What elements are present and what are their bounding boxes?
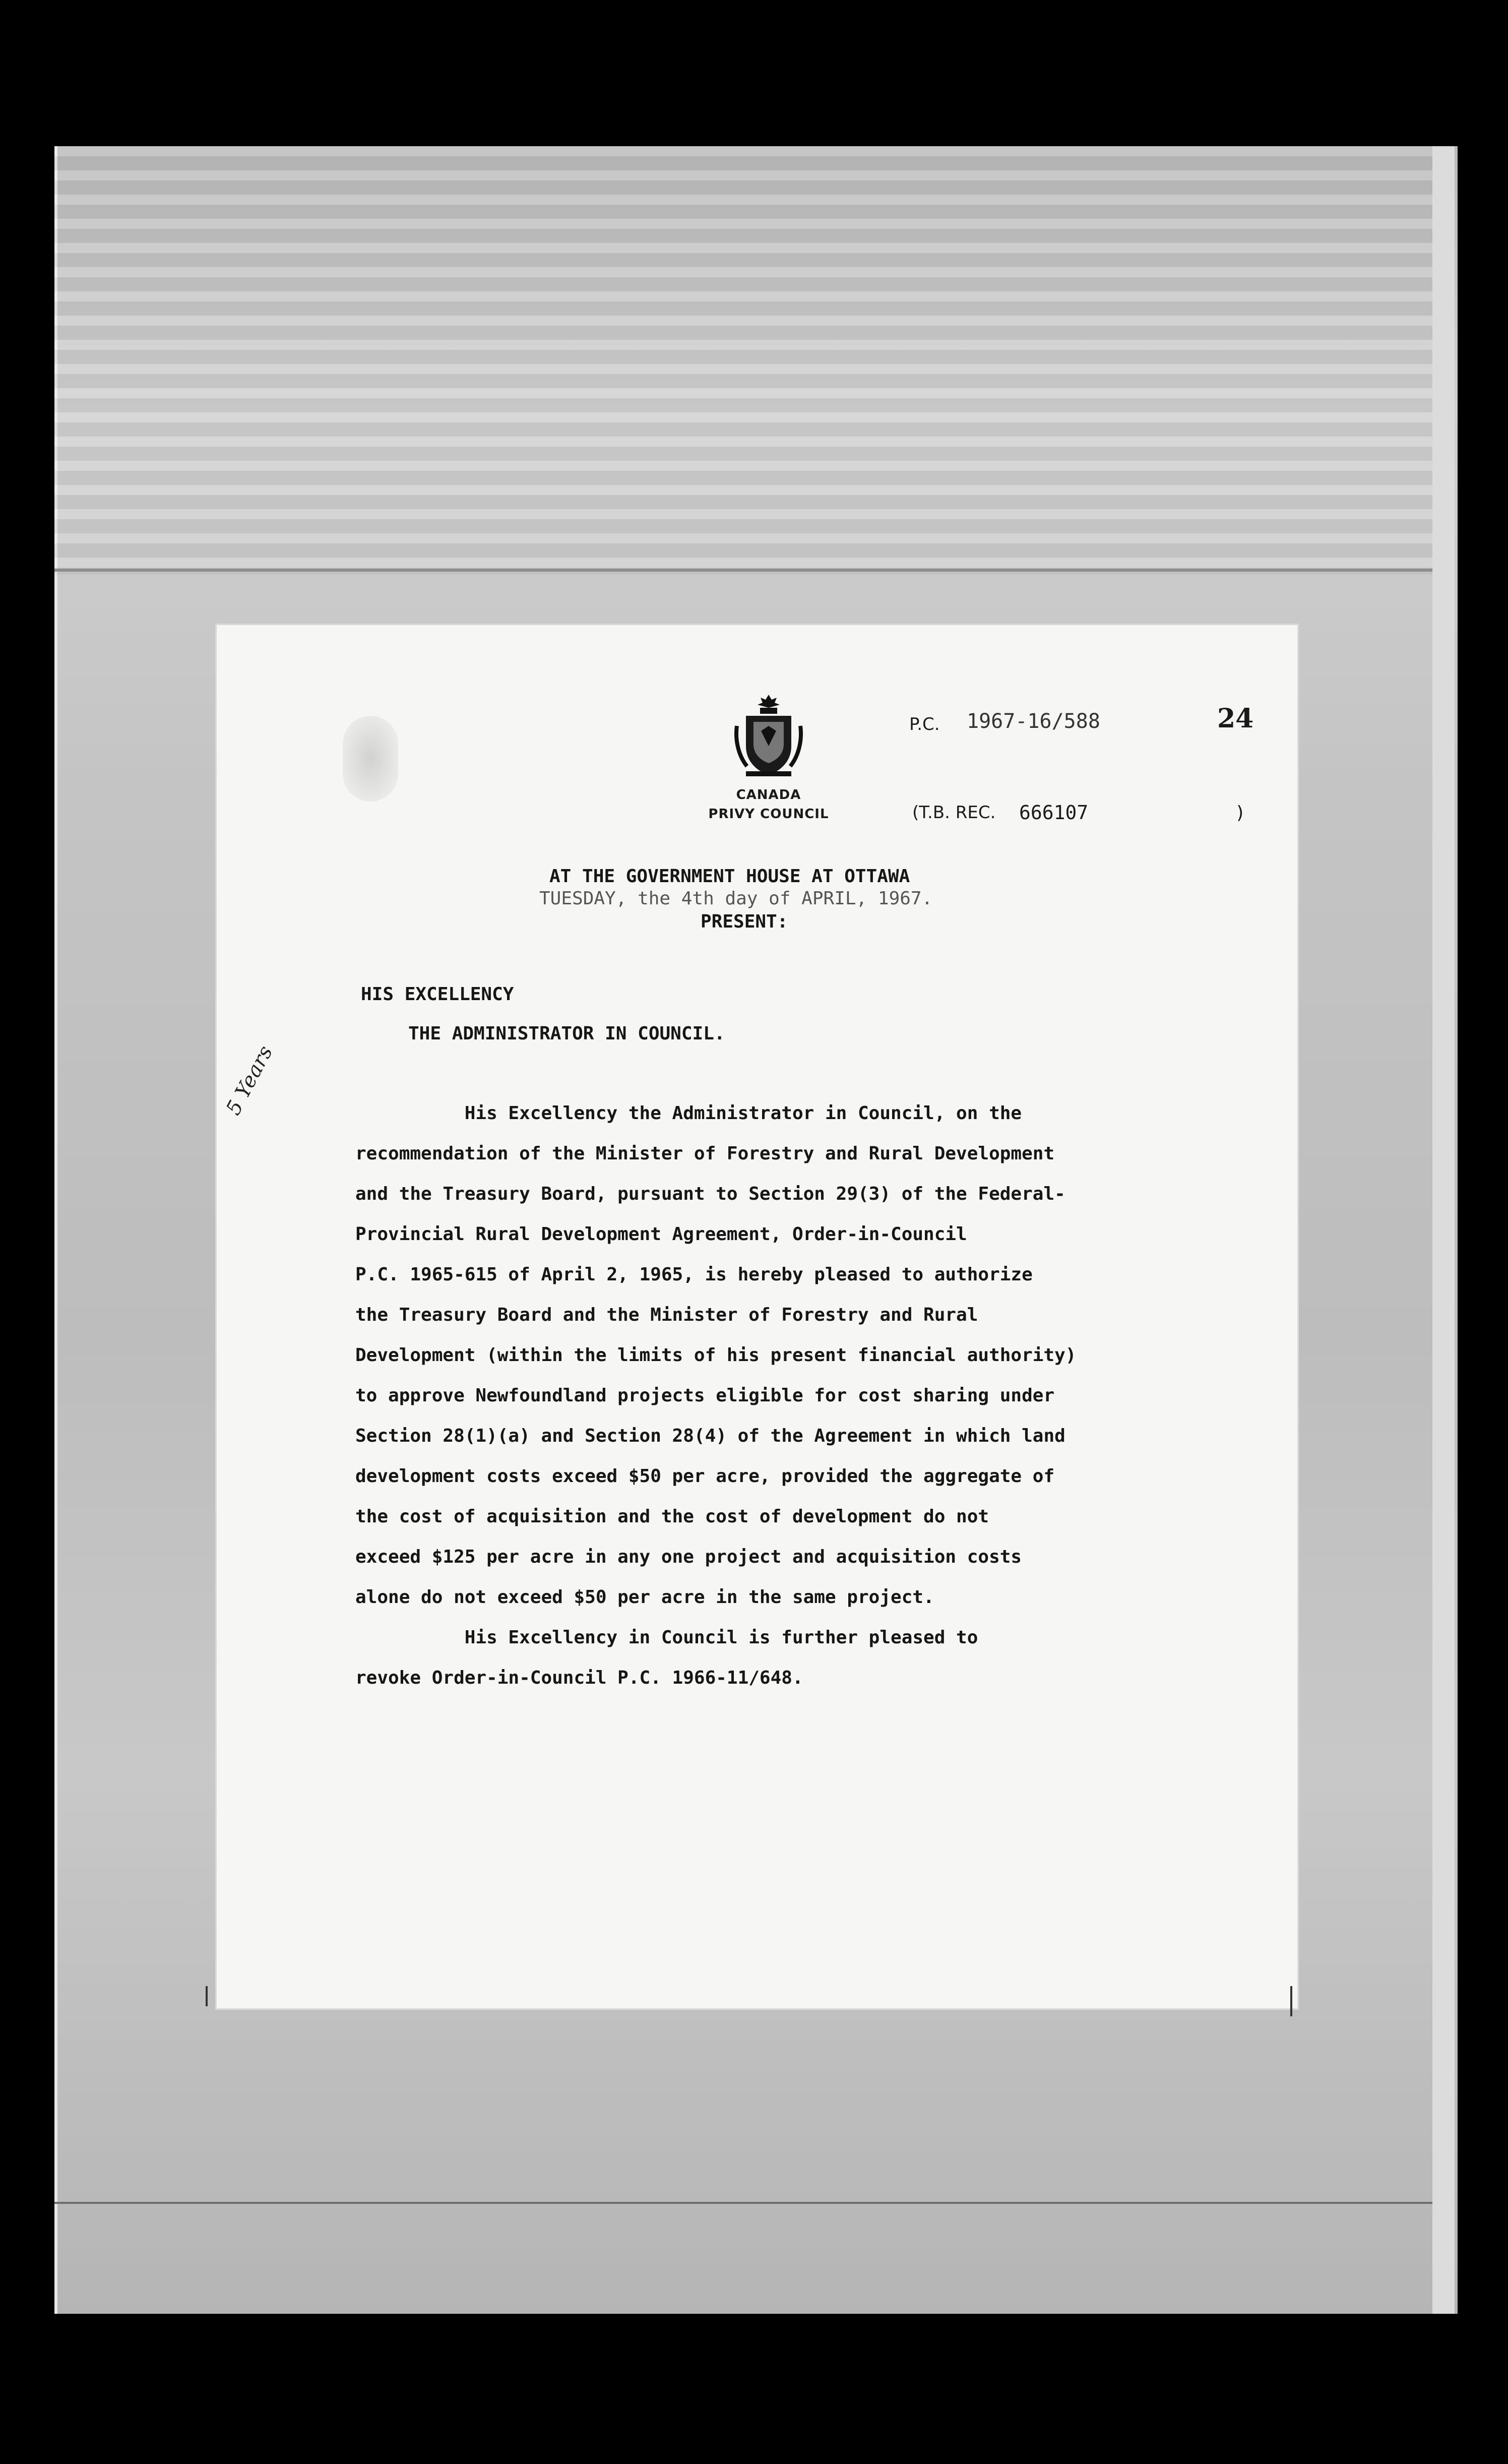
stamp-smudge bbox=[343, 716, 398, 802]
fold-line bbox=[54, 569, 1455, 572]
body-line: His Excellency the Administrator in Council, on the bbox=[355, 1103, 1022, 1124]
addressee-line-1: HIS EXCELLENCY bbox=[361, 984, 514, 1005]
canada-coat-of-arms-icon bbox=[731, 691, 806, 781]
margin-handwritten-note: 5 Years bbox=[222, 1042, 278, 1119]
tb-rec-close: ) bbox=[1235, 803, 1246, 823]
backing-texture bbox=[54, 146, 1455, 575]
tb-rec-label: (T.B. REC. bbox=[912, 803, 996, 823]
body-line: Development (within the limits of his present financial authority) bbox=[355, 1345, 1077, 1366]
org-council: PRIVY COUNCIL bbox=[708, 807, 829, 822]
body-line: alone do not exceed $50 per acre in the same project. bbox=[355, 1587, 934, 1608]
org-country: CANADA bbox=[736, 787, 801, 803]
body-line: development costs exceed $50 per acre, provided the aggregate of bbox=[355, 1466, 1055, 1487]
corner-mark-right bbox=[1290, 1986, 1292, 2016]
body-line: exceed $125 per acre in any one project and acquisition costs bbox=[355, 1547, 1022, 1567]
corner-mark-left bbox=[206, 1986, 208, 2006]
body-line: Section 28(1)(a) and Section 28(4) of the Agreement in which land bbox=[355, 1426, 1065, 1446]
body-line: His Excellency in Council is further pleased to bbox=[355, 1627, 978, 1648]
body-line: P.C. 1965-615 of April 2, 1965, is hereby pleased to authorize bbox=[355, 1264, 1033, 1285]
pc-number: 1967-16/588 bbox=[967, 710, 1100, 733]
heading-place: AT THE GOVERNMENT HOUSE AT OTTAWA bbox=[549, 866, 910, 887]
body-line: revoke Order-in-Council P.C. 1966-11/648. bbox=[355, 1668, 803, 1688]
body-line: and the Treasury Board, pursuant to Section 29(3) of the Federal- bbox=[355, 1184, 1065, 1204]
body-line: to approve Newfoundland projects eligible for cost sharing under bbox=[355, 1385, 1055, 1406]
tb-rec-number: 666107 bbox=[1019, 802, 1089, 824]
heading-date: TUESDAY, the 4th day of APRIL, 1967. bbox=[539, 888, 933, 909]
addressee-line-2: THE ADMINISTRATOR IN COUNCIL. bbox=[408, 1023, 725, 1044]
bottom-crease bbox=[54, 2202, 1455, 2204]
pc-label: P.C. bbox=[909, 714, 940, 734]
body-line: recommendation of the Minister of Forestry and Rural Development bbox=[355, 1143, 1055, 1164]
document-page bbox=[217, 625, 1297, 2008]
right-edge-strip bbox=[1432, 146, 1455, 2314]
body-line: the Treasury Board and the Minister of Forestry and Rural bbox=[355, 1305, 978, 1325]
body-line: Provincial Rural Development Agreement, Order-in-Council bbox=[355, 1224, 967, 1245]
page-number: 24 bbox=[1217, 703, 1254, 734]
heading-present: PRESENT: bbox=[701, 911, 788, 932]
body-line: the cost of acquisition and the cost of development do not bbox=[355, 1506, 989, 1527]
